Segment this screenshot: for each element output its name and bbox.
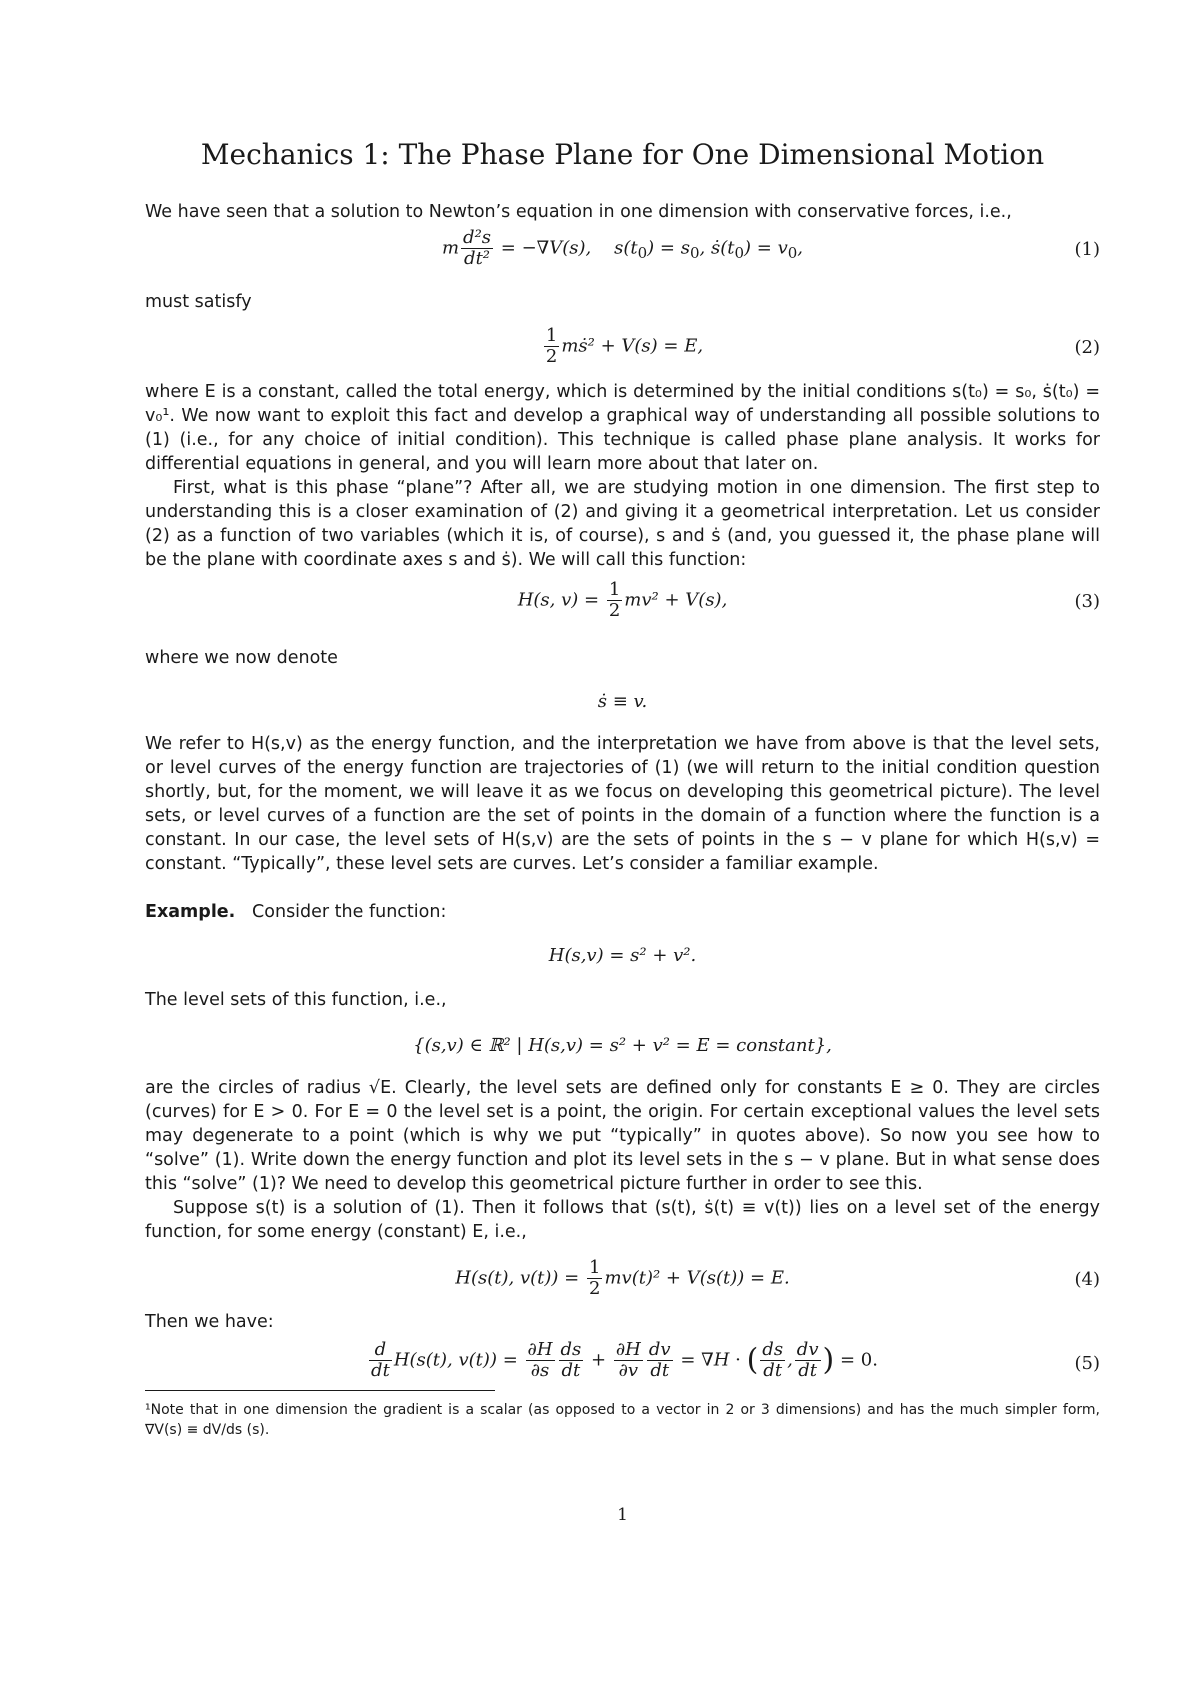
paragraph-circles: are the circles of radius √E. Clearly, the level sets are defined only for constants E ≥ 0. They are circles (curves) for E > 0. For E = 0 the level set is a point, the origin. For certain exceptional values the level sets may degenerate to a point (which is why we put “typically” in quotes above). So now you see how to “solve” (1). Write down the energy function and plot its level sets in the s − v plane. But in what sense does this “solve” (1)? We need to develop this geometrical picture further in order to see this. (145, 1078, 1100, 1194)
paragraph-total-energy: where E is a constant, called the total energy, which is determined by the initial conditions s(t₀) = s₀, ṡ(t₀) = v₀¹. We now want to exploit this fact and develop a graphical way of understanding all possible solutions to (1) (i.e., for any choice of initial condition). This technique is called phase plane analysis. It works for differential equations in general, and you will learn more about that later on. (145, 382, 1100, 474)
example-heading (145, 900, 1100, 924)
paragraph-denote: where we now denote (145, 648, 338, 668)
equation-number-5: (5) (1074, 1353, 1100, 1374)
equation-4: H(s(t), v(t)) = $\frac{1}{2}$ mv(t)² + V(s(t)) = E. (4) (455, 1257, 1100, 1299)
paper-title: Mechanics 1: The Phase Plane for One Dimensional Motion (200, 138, 1045, 171)
example-label: Example. (145, 902, 236, 922)
equation-3: H(s, v) = $\frac{1}{2}$ mv² + V(s), (3) (517, 579, 1100, 621)
equation-1: m $\frac{\text{d²s}}{\text{dt²}}$ = −∇V(s), $s(t_0) = s_0$, $ṡ(t_0) = v_0$, (1) (441, 227, 1100, 269)
equation-number-1: (1) (1074, 239, 1100, 260)
equation-2: $\frac{1}{2}$ mṡ² + V(s) = E, (2) (545, 325, 1100, 367)
paragraph-suppose: Suppose s(t) is a solution of (1). Then it follows that (s(t), ṡ(t) ≡ v(t)) lies on a level set of the energy function, for some energy (constant) E, i.e., (145, 1198, 1100, 1242)
paragraph-energy-function: We refer to H(s,v) as the energy function, and the interpretation we have from above is that the level sets, or level curves of the energy function are trajectories of (1) (we will return to the initial condition question shortly, but, for the moment, we will leave it as we focus on developing this geometrical picture). The level sets, or level curves of a function are the set of points in the domain of a function where the function is a constant. In our case, the level sets of H(s,v) are the sets of points in the s − v plane for which H(s,v) = constant. “Typically”, these level sets are curves. Let’s consider a familiar example. (145, 734, 1100, 874)
paragraph-phase-plane: First, what is this phase “plane”? After all, we are studying motion in one dimension. The first step to understanding this is a closer examination of (2) and giving it a geometrical interpretation. Let us consider (2) as a function of two variables (which it is, of course), s and ṡ (and, you guessed it, the phase plane will be the plane with coordinate axes s and ṡ). We will call this function: (145, 478, 1100, 570)
paragraph-level-sets: The level sets of this function, i.e., (145, 990, 447, 1010)
footnote-divider (145, 1390, 495, 1391)
page: Mechanics 1: The Phase Plane for One Dimensional Motion We have seen that a solution to Newton’s equation in one dimension with conservative forces, i.e., m $\frac{\text{d²s}}{\text{dt²}}$ = −∇V(s), $s(t_0) = s_0$, $ṡ(t_0) = v_0$, (1) must satisfy $\frac{1}{2}$ mṡ² + V(s) = E, (2) where E is a constant, called the total energy, which is determined by the initial conditions s(t₀) = s₀, ṡ(t₀) = v₀¹. We now want to exploit this fact and develop a graphical way of understanding all possible solutions to (1) (i.e., for any choice of initial condition). This technique is called phase plane analysis. It works for differential equations in general, and you will learn more about that later on. First, what is this phase “plane”? After all, we are studying motion in one dimension. The first step to understanding this is a closer examination of (2) and giving it a geometrical interpretation. Let us consider (2) as a function of two variables (which it is, of course), s and ṡ (and, you guessed it, the phase plane will be the plane with coordinate axes s and ṡ). We will call this function: H(s, v) = $\frac{1}{2}$ mv² + V(s), (3) where we now denote ṡ ≡ v. We refer to H(s,v) as the energy function, and the interpretation we have from above is that the level sets, or level curves of the energy function are trajectories of (1) (we will return to the initial condition question shortly, but, for the moment, we will leave it as we focus on developing this geometrical picture). The level sets, or level curves of a function are the set of points in the domain of a function where the function is a constant. In our case, the level sets of H(s,v) are the sets of points in the s − v plane for which H(s,v) = constant. “Typically”, these level sets are curves. Let’s consider a familiar example. Example. Consider the function: H(s,v) = s² + v². The level sets of this function, i.e., {(s,v) ∈ ℝ² | H(s,v) = s² + v² = E = constant}, are the circles of radius √E. Clearly, the level sets are defined only for constants E ≥ 0. They are circles (curves) for E > 0. For E = 0 the level set is a point, the origin. For certain exceptional values the level sets may degenerate to a point (which is why we put “typically” in quotes above). So now you see how to “solve” (1). Write down the energy function and plot its level sets in the s − v plane. But in what sense does this “solve” (1)? We need to develop this geometrical picture further in order to see this. Suppose s(t) is a solution of (1). Then it follows that (s(t), ṡ(t) ≡ v(t)) lies on a level set of the energy function, for some energy (constant) E, i.e., H(s(t), v(t)) = $\frac{1}{2}$ mv(t)² + V(s(t)) = E. (4) Then we have: $\frac{d}{dt}$ H(s(t), v(t)) = $\frac{\partial H}{\partial s}$ $\frac{ds}{dt}$ + $\frac{\partial H}{\partial v}$ $\frac{dv}{dt}$ = ∇H · ( $\frac{ds}{dt}$ , $\frac{dv}{dt}$ ) = 0. (5) ¹Note that in one dimension the gradient is a scalar (as opposed to a vector in 2 or 3 dimensions) and has the much simpler form, ∇V(s) ≡ dV/ds (s). 1 (145, 138, 1100, 1525)
equation-number-3: (3) (1074, 591, 1100, 612)
paragraph-intro: We have seen that a solution to Newton’s equation in one dimension with conservative forces, i.e., (145, 202, 1012, 222)
equation-number-2: (2) (1074, 337, 1100, 358)
paragraph-then: Then we have: (145, 1312, 274, 1332)
page-number: 1 (617, 1505, 628, 1525)
equation-5: $\frac{d}{dt}$ H(s(t), v(t)) = $\frac{\partial H}{\partial s}$ $\frac{ds}{dt}$ + $\frac{\partial H}{\partial v}$ $\frac{dv}{dt}$ = ∇H · ( $\frac{ds}{dt}$ , $\frac{dv}{dt}$ ) = 0. (5) (371, 1339, 1100, 1381)
example-text: Consider the function: (252, 902, 447, 922)
footnote-gradient: ¹Note that in one dimension the gradient is a scalar (as opposed to a vector in 2 or 3 dimensions) and has the much simpler form, ∇V(s) ≡ dV/ds (s). (145, 1402, 1100, 1438)
equation-number-4: (4) (1074, 1269, 1100, 1290)
paragraph-must-satisfy: must satisfy (145, 292, 252, 312)
